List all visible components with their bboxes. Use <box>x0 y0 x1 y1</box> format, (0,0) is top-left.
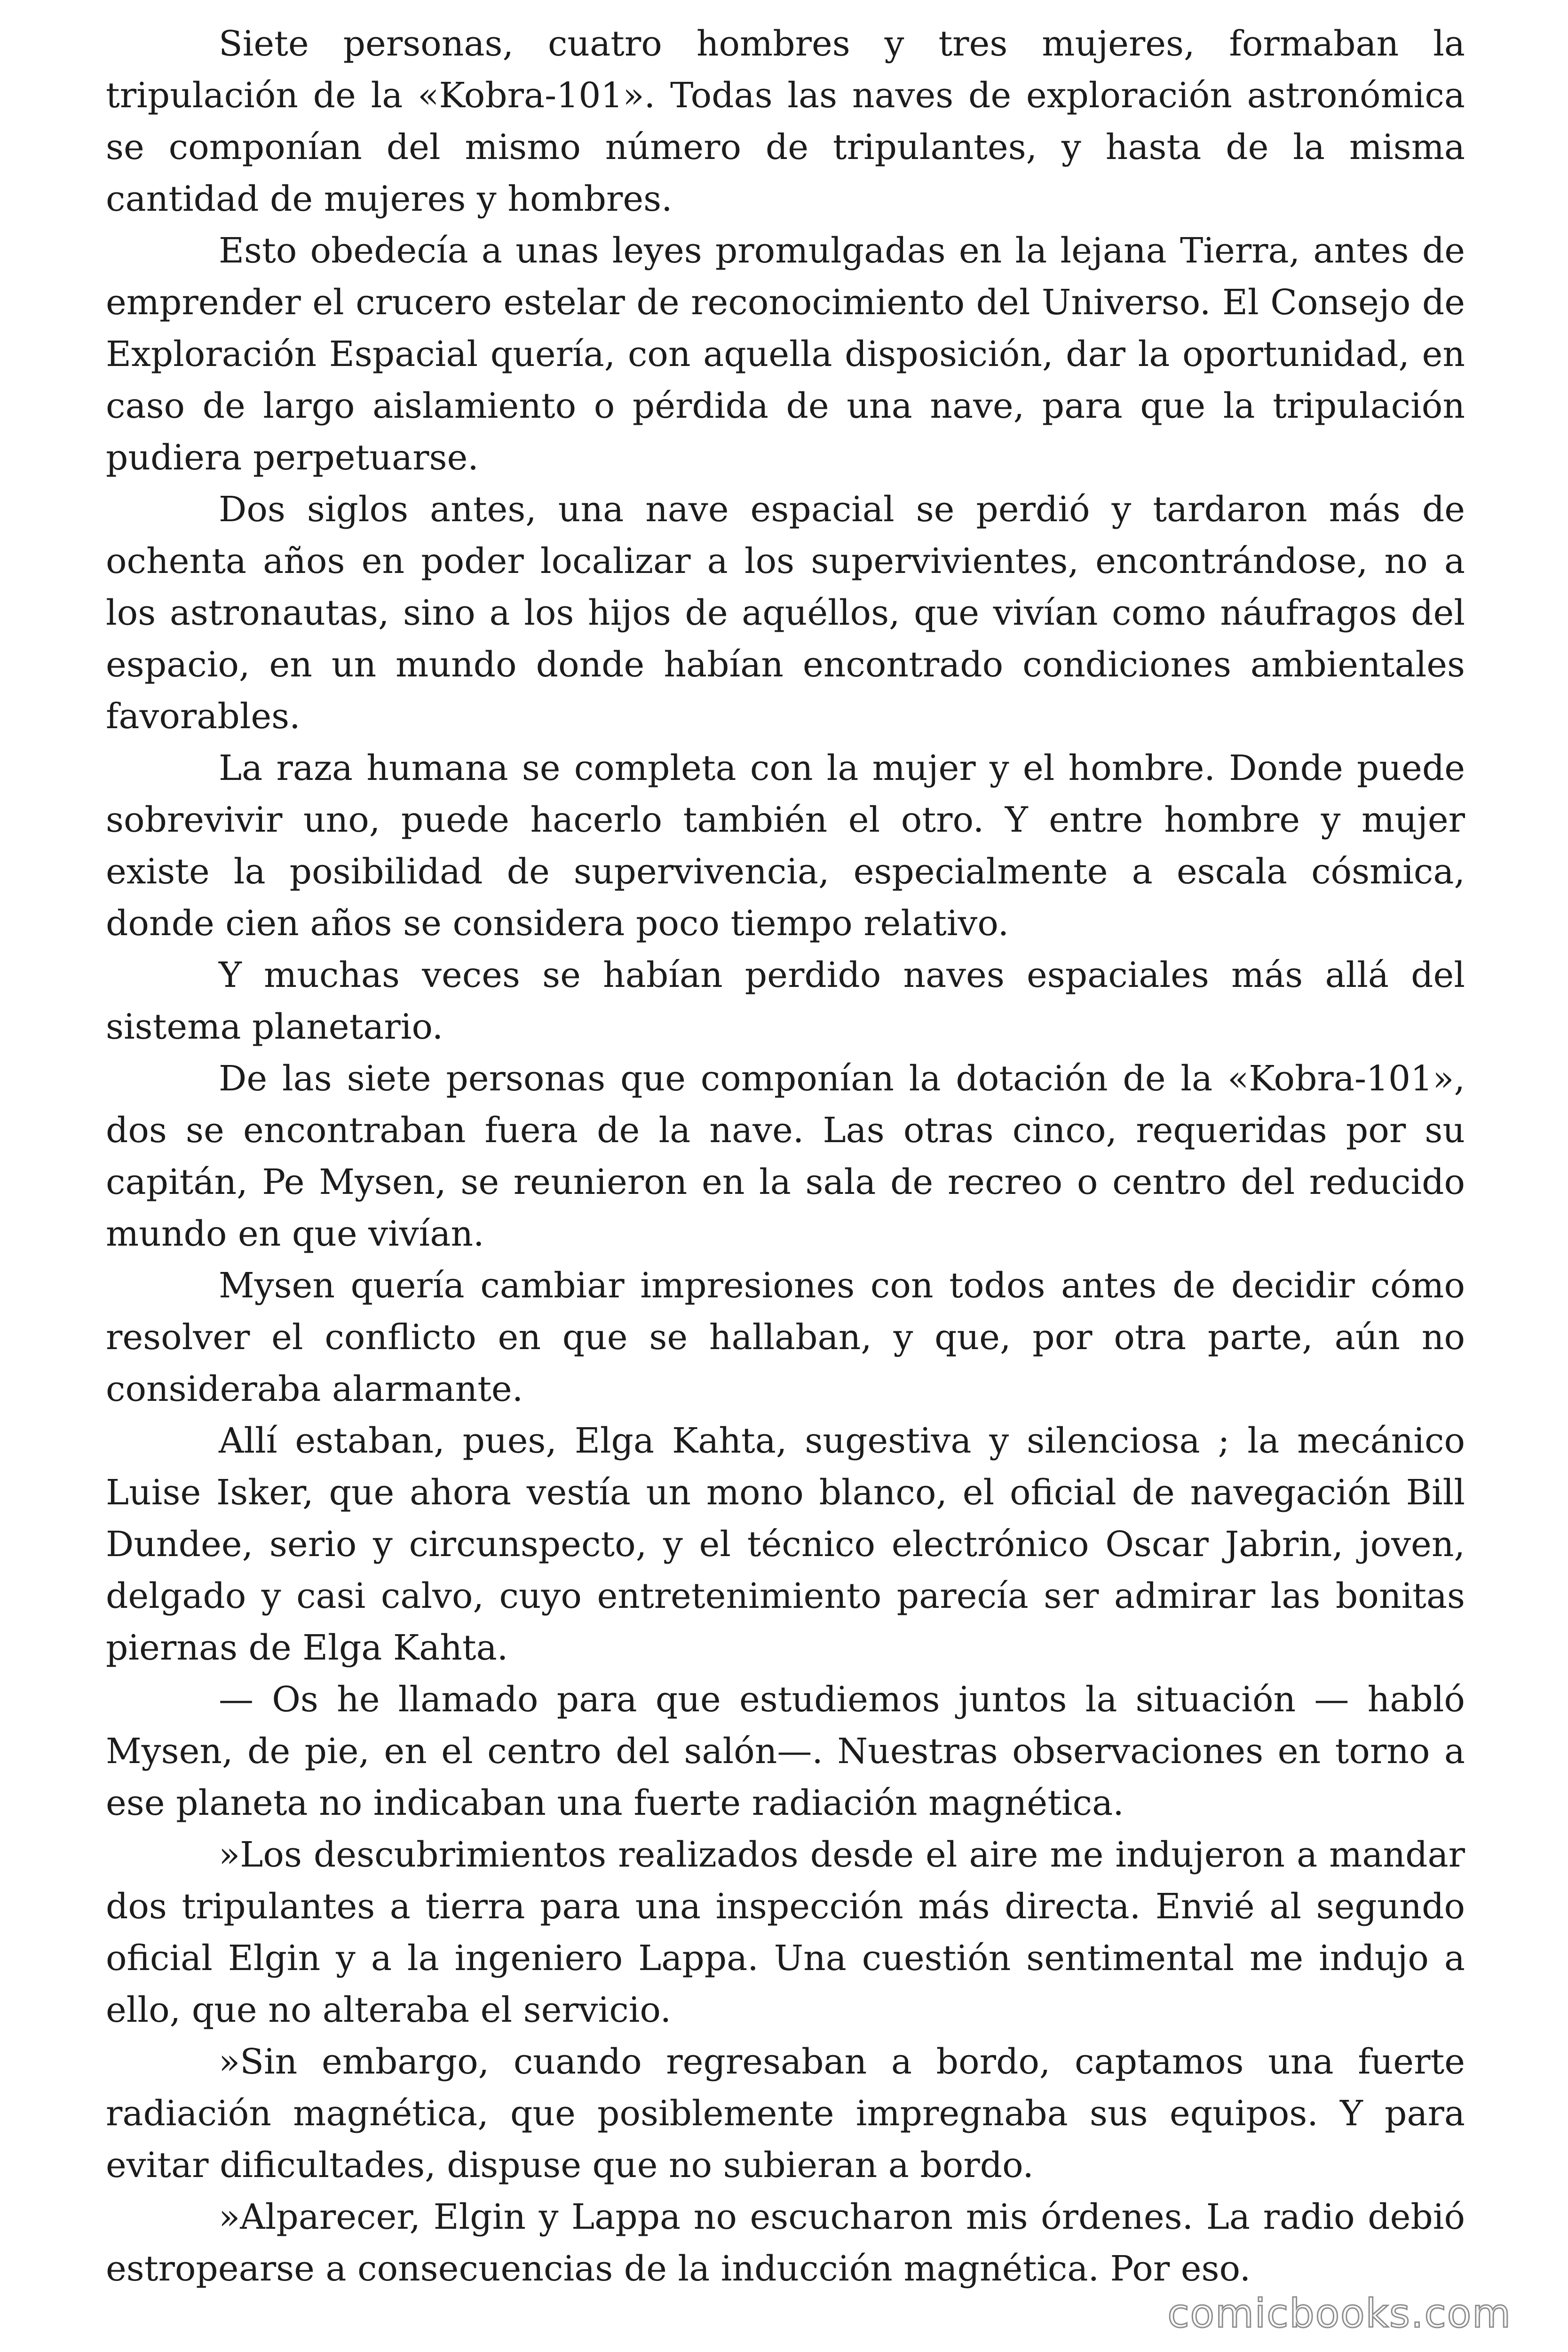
paragraph: Esto obedecía a unas leyes promulgadas en la lejana Tierra, antes de emprender el crucero estelar de reconocimiento del Universo. El Consejo de Exploración Espacial quería, con aquella disposición, dar la oportunidad, en caso de largo aislamiento o pérdida de una nave, para que la tripulación pudiera perpetuarse. <box>106 230 1465 478</box>
paragraph: »Alparecer, Elgin y Lappa no escucharon mis órdenes. La radio debió estropearse a consecuencias de la inducción magnética. Por eso. <box>106 2197 1465 2289</box>
paragraph: »Los descubrimientos realizados desde el aire me indujeron a mandar dos tripulantes a tierra para una inspección más directa. Envié al segundo oficial Elgin y a la ingeniero Lappa. Una cuestión sentimental me indujo a ello, que no alteraba el servicio. <box>106 1835 1465 2030</box>
paragraph: »Sin embargo, cuando regresaban a bordo, captamos una fuerte radiación magnética, que posiblemente impregnaba sus equipos. Y para evitar dificultades, dispuse que no subieran a bordo. <box>106 2042 1465 2185</box>
paragraph: Siete personas, cuatro hombres y tres mujeres, formaban la tripulación de la «Kobra-101». Todas las naves de exploración astronómica se componían del mismo número de tripulantes, y hasta de la misma cantidad de mujeres y hombres. <box>106 24 1465 219</box>
paragraph: La raza humana se completa con la mujer y el hombre. Donde puede sobrevivir uno, puede hacerlo también el otro. Y entre hombre y mujer existe la posibilidad de supervivencia, especialmente a escala cósmica, donde cien años se considera poco tiempo relativo. <box>106 748 1465 944</box>
paragraph: Mysen quería cambiar impresiones con todos antes de decidir cómo resolver el conflicto en que se hallaban, y que, por otra parte, aún no consideraba alarmante. <box>106 1265 1465 1409</box>
paragraph: Allí estaban, pues, Elga Kahta, sugestiva y silenciosa ; la mecánico Luise Isker, que ahora vestía un mono blanco, el oficial de navegación Bill Dundee, serio y circunspecto, y el técnico electrónico Oscar Jabrin, joven, delgado y casi calvo, cuyo entretenimiento parecía ser admirar las bonitas piernas de Elga Kahta. <box>106 1421 1465 1668</box>
paragraph: Y muchas veces se habían perdido naves espaciales más allá del sistema planetario. <box>106 955 1465 1047</box>
paragraph: De las siete personas que componían la dotación de la «Kobra-101», dos se encontraban fuera de la nave. Las otras cinco, requeridas por su capitán, Pe Mysen, se reunieron en la sala de recreo o centro del reducido mundo en que vivían. <box>106 1058 1465 1254</box>
watermark: comicbooks.com <box>1167 2290 1512 2336</box>
book-page-text <box>106 18 1465 2295</box>
paragraph: — Os he llamado para que estudiemos juntos la situación — habló Mysen, de pie, en el centro del salón—. Nuestras observaciones en torno a ese planeta no indicaban una fuerte radiación magnética. <box>106 1679 1465 1823</box>
paragraph: Dos siglos antes, una nave espacial se perdió y tardaron más de ochenta años en poder localizar a los supervivientes, encontrándose, no a los astronautas, sino a los hijos de aquéllos, que vivían como náufragos del espacio, en un mundo donde habían encontrado condiciones ambientales favorables. <box>106 489 1465 737</box>
